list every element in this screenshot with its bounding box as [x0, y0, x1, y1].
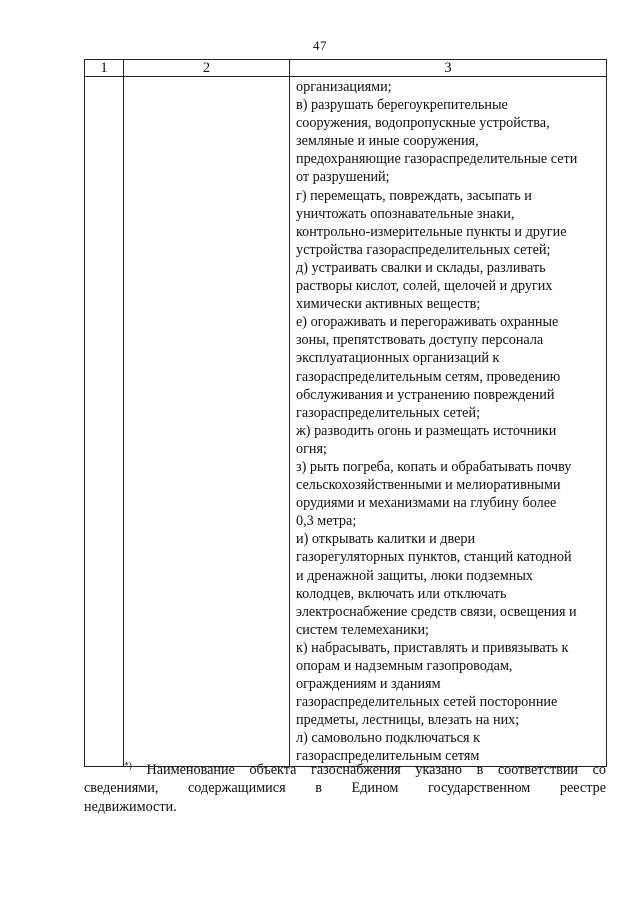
text-line: газорегуляторных пунктов, станций катодной: [296, 549, 572, 566]
text-line: устройства газораспределительных сетей;: [296, 241, 551, 258]
footnote-line-2: сведениями, содержащимися в Едином государственном реестре: [84, 780, 606, 797]
text-line: газораспределительным сетям: [296, 748, 480, 765]
text-line: опорам и надземным газопроводам,: [296, 658, 513, 674]
footnote-text-1: Наименование объекта газоснабжения указано в соответствии со: [146, 762, 606, 778]
text-line: орудиями и механизмами на глубину более: [296, 495, 557, 512]
text-line: е) огораживать и перегораживать охранные: [296, 314, 559, 331]
text-line: ограждениям и зданиям: [296, 676, 441, 693]
text-line: газораспределительных сетей;: [296, 404, 481, 421]
text-line: уничтожать опознавательные знаки,: [296, 205, 515, 222]
text-line: колодцев, включать или отключать: [296, 585, 507, 602]
text-line: газораспределительным сетям, проведению: [296, 368, 561, 385]
text-line: сельскохозяйственными и мелиоративными: [296, 477, 561, 494]
text-line: растворы кислот, солей, щелочей и других: [296, 278, 553, 295]
table-header-row: [85, 60, 607, 77]
text-line: эксплуатационных организаций к: [296, 350, 500, 367]
text-line: 0,3 метра;: [296, 513, 357, 530]
table-cell-col2: [124, 77, 290, 767]
column-header-1: 1: [85, 60, 124, 77]
footnote-line-3: недвижимости.: [84, 798, 177, 815]
prohibitions-text: [290, 77, 606, 766]
text-line: химически активных веществ;: [296, 296, 481, 313]
column-header-3: 3: [290, 60, 607, 77]
text-line: д) устраивать свалки и склады, разливать: [296, 259, 546, 276]
footnote: [84, 761, 606, 816]
table-cell-col3: [290, 77, 607, 767]
text-line: зоны, препятствовать доступу персонала: [296, 332, 544, 349]
text-line: от разрушений;: [296, 169, 390, 186]
text-line: огня;: [296, 440, 327, 457]
text-line: сооружения, водопропускные устройства,: [296, 115, 550, 132]
footnote-line-1: [84, 761, 606, 779]
text-line: г) перемещать, повреждать, засыпать и: [296, 187, 532, 204]
text-line: л) самовольно подключаться к: [296, 730, 481, 747]
text-line: ж) разводить огонь и размещать источники: [296, 422, 557, 439]
column-header-2: 2: [124, 60, 290, 77]
text-line: предохраняющие газораспределительные сети: [296, 151, 578, 168]
text-line: газораспределительных сетей посторонние: [296, 694, 558, 711]
text-line: контрольно-измерительные пункты и другие: [296, 223, 567, 240]
text-line: систем телемеханики;: [296, 621, 429, 638]
text-line: обслуживания и устранению повреждений: [296, 386, 555, 403]
table-cell-col1: [85, 77, 124, 767]
text-line: з) рыть погреба, копать и обрабатывать почву: [296, 458, 572, 475]
text-line: организациями;: [296, 79, 392, 95]
text-line: земляные и иные сооружения,: [296, 133, 479, 150]
text-line: в) разрушать берегоукрепительные: [296, 97, 508, 114]
text-line: к) набрасывать, приставлять и привязывать к: [296, 639, 569, 656]
document-table: [84, 59, 607, 767]
footnote-marker: *): [124, 761, 132, 772]
text-line: и) открывать калитки и двери: [296, 531, 476, 548]
text-line: предметы, лестницы, влезать на них;: [296, 712, 520, 729]
page-number: 47: [313, 38, 327, 53]
text-line: и дренажной защиты, люки подземных: [296, 567, 533, 584]
text-line: электроснабжение средств связи, освещения и: [296, 603, 577, 620]
table-row: [85, 77, 607, 767]
